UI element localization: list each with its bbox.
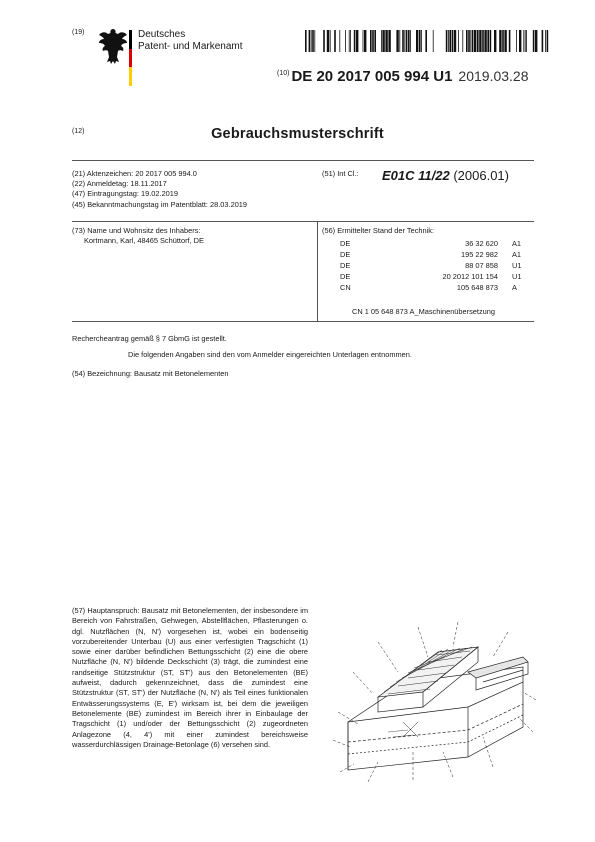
barcode-bar [446,30,448,52]
flag-stripe-red [129,49,132,68]
barcode-bar [406,30,408,52]
flag-stripe-black [129,30,132,49]
research-note: Rechercheantrag gemäß § 7 GbmG ist gestellt. [72,334,227,343]
prior-country: DE [340,239,351,248]
prior-art-label: (56) Ermittelter Stand der Technik: [322,226,435,235]
barcode-bar [421,30,422,52]
barcode-bar [504,30,506,52]
barcode [305,30,552,52]
table-row [340,260,542,271]
table-row [340,282,542,293]
barcode-bar [382,30,384,52]
column-divider [317,222,318,322]
barcode-bar [416,30,418,52]
prior-number: 105 648 873 [456,283,498,292]
biblio-line: (45) Bekanntmachungstag im Patentblatt: 28.03.2019 [72,199,248,209]
owner-label: (73) Name und Wohnsitz des Inhabers: [72,226,201,235]
barcode-bar [448,30,449,52]
barcode-bar [482,30,484,52]
code-10: (10) [277,70,290,78]
barcode-bar [305,30,307,52]
biblio-line: (22) Anmeldetag: 18.11.2017 [72,179,167,189]
barcode-bar [396,30,398,52]
biblio-line: (47) Eintragungstag: 19.02.2019 [72,189,179,199]
barcode-bar [502,30,504,52]
barcode-bar [402,30,404,52]
table-row [340,249,542,260]
prior-country: CN [340,283,351,292]
barcode-bar [470,30,471,52]
publication-date: 2019.03.28 [458,68,529,84]
barcode-bar [533,30,535,52]
barcode-bar [454,30,456,52]
biblio-line: (21) Aktenzeichen: 20 2017 005 994.0 [72,169,197,178]
prior-number: 195 22 982 [461,250,498,259]
office-line-2: Patent- und Markenamt [138,41,243,52]
info-note: Die folgenden Angaben sind den vom Anmelder eingereichten Unterlagen entnommen. [128,350,412,359]
ipc-code: E01C 11/22 [382,168,450,183]
prior-art-note: CN 1 05 648 873 A_Maschinenübersetzung [352,307,495,316]
barcode-bar [404,30,405,52]
barcode-bar [525,30,526,52]
barcode-bar [312,30,314,52]
divider-bottom [72,321,534,322]
barcode-bar [388,30,390,52]
barcode-bar [509,30,511,52]
barcode-bar [345,30,346,52]
barcode-bar [363,30,364,52]
prior-kind: A1 [512,239,522,248]
barcode-bar [526,30,527,52]
barcode-bar [468,30,470,52]
federal-eagle-icon [98,27,128,65]
barcode-bar [372,30,374,52]
barcode-bar [523,30,524,52]
barcode-bar [354,30,356,52]
barcode-bar [516,30,517,52]
ipc-version: (2006.01) [453,168,509,183]
publication-number: DE 20 2017 005 994 U1 [291,68,453,85]
barcode-bar [425,30,427,52]
barcode-bar [452,30,454,52]
barcode-bar [356,30,358,52]
code-19: (19) [72,29,85,36]
barcode-bar [484,30,486,52]
barcode-bar [314,30,315,52]
prior-kind: U1 [512,261,522,270]
prior-country: DE [340,261,351,270]
ipc-classification [382,168,509,183]
owner-block [72,226,204,246]
barcode-bar [330,30,331,52]
ipc-label: (51) Int Cl.: [322,169,359,178]
document-type-title: Gebrauchsmusterschrift [211,126,384,142]
barcode-bar [350,30,351,52]
prior-number: 36 32 620 [465,239,498,248]
barcode-bar [547,30,549,52]
barcode-bar [323,30,325,52]
barcode-bar [458,30,459,52]
barcode-bar [472,30,474,52]
barcode-bar [477,30,479,52]
barcode-bar [334,30,336,52]
barcode-bar [494,30,496,52]
barcode-bar [374,30,376,52]
barcode-bar [519,30,521,52]
barcode-bar [419,30,421,52]
divider-middle [72,221,534,222]
barcode-bar [408,30,410,52]
barcode-bar [545,30,546,52]
barcode-bar [381,30,382,52]
barcode-bar [499,30,501,52]
prior-country: DE [340,250,351,259]
barcode-bar [433,30,434,52]
barcode-bar [474,30,476,52]
barcode-bar [462,30,463,52]
barcode-bar [370,30,372,52]
prior-kind: U1 [512,272,522,281]
barcode-bar [542,30,544,52]
office-line-1: Deutsches [138,29,186,40]
prior-number: 88 07 858 [465,261,498,270]
designation: (54) Bezeichnung: Bausatz mit Betonelementen [72,369,229,378]
divider-top [72,160,534,161]
prior-kind: A1 [512,250,522,259]
office-name [138,29,243,53]
barcode-bar [327,30,329,52]
owner-value: Kortmann, Karl, 48465 Schüttorf, DE [84,236,204,246]
barcode-bar [490,30,492,52]
barcode-bar [466,30,468,52]
barcode-bar [349,30,350,52]
barcode-bar [339,30,340,52]
barcode-bar [364,30,366,52]
prior-country: DE [340,272,351,281]
barcode-bar [311,30,312,52]
bibliographic-data [72,169,247,210]
barcode-bar [449,30,451,52]
prior-number: 20 2012 101 154 [442,272,498,281]
barcode-bar [487,30,489,52]
barcode-bar [385,30,387,52]
code-12: (12) [72,128,85,135]
barcode-bar [479,30,481,52]
barcode-bar [410,30,411,52]
barcode-bar [399,30,400,52]
barcode-bar [309,30,311,52]
flag-stripe-gold [129,67,132,86]
german-flag-stripe [129,30,132,86]
publication-line [277,68,529,85]
barcode-bar [535,30,537,52]
prior-kind: A [512,283,517,292]
table-row [340,238,542,249]
patent-drawing [318,612,543,787]
main-claim: (57) Hauptanspruch: Bausatz mit Betonelementen, der insbesondere im Bereich von Fahrstraßen, Gehwegen, Abstellflächen, Pflasterungen o. dgl. Nutzflächen (N, N') vorgesehen ist, wobei ein bodenseitig vorzubereitender Unterbau (U) aus einer verfestigten Tragschicht (1) sowie einer darüber befindlichen Bettungsschicht (2) eine die obere Nutzfläche (N, N') bildende Deckschicht (3) trägt, die zumindest eine randseitige Stützstruktur (ST, ST') aus den Betonelementen (BE) aufweist, dadurch gekennzeichnet, dass die zumindest eine Stützstruktur (ST, ST') der Nutzfläche (N, N') als Teil eines funktionalen Entwässerungssystems (E, E') wirksam ist, bei dem die jeweiligen Betonelemente (BE) zumindest im Bereich ihrer in Einbaulage der Tragschicht (1) und/oder der Bettungsschicht (2) zugeordneten Anlagezone (4, 4') mit einer zumindest bereichsweise wasserdurchlässigen Drainage-Betonlage (6) versehen sind. [72,606,308,749]
prior-art-table [340,238,542,293]
table-row [340,271,542,282]
